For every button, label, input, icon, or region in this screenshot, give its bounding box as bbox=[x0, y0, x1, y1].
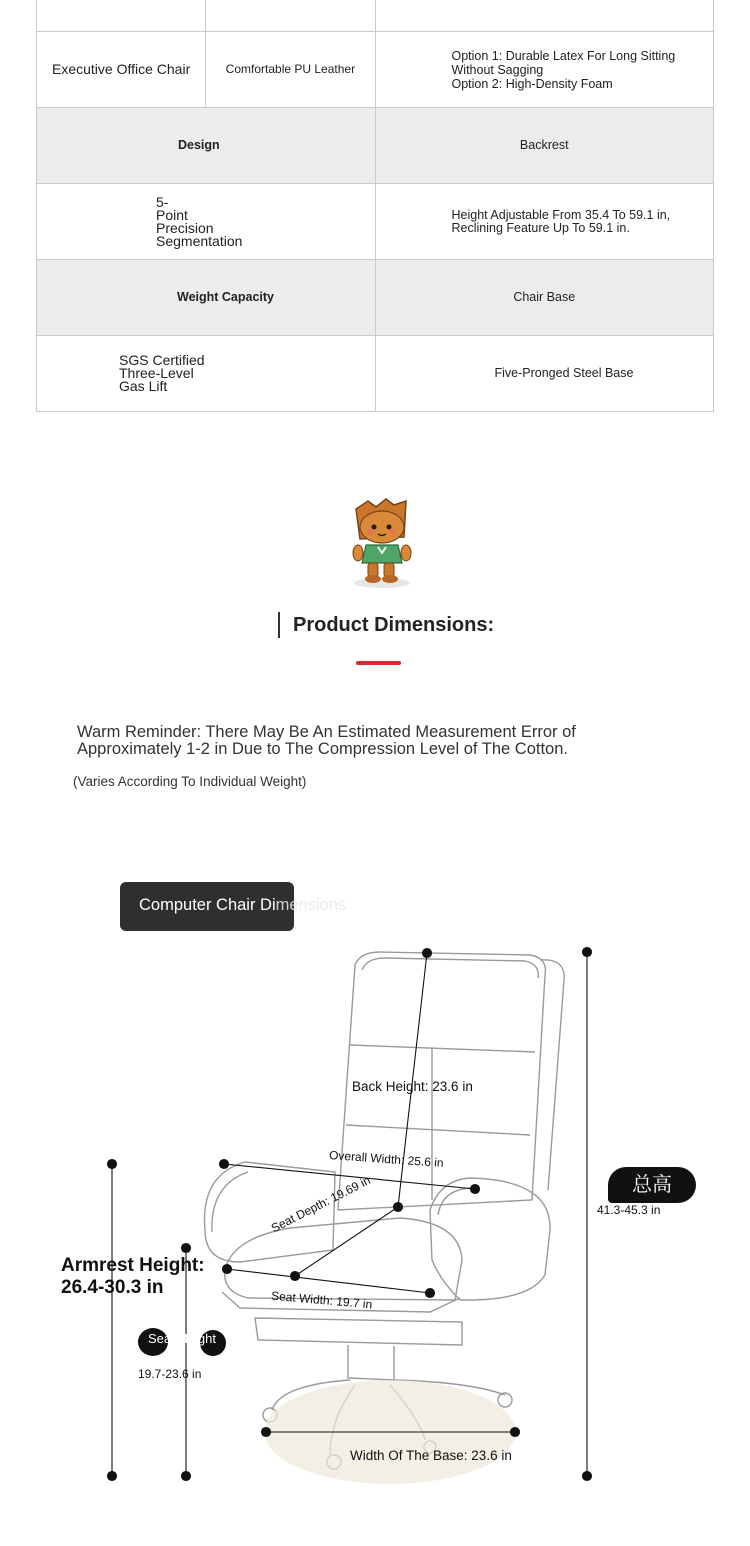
seat-depth-label: Seat Depth: 19.69 in bbox=[268, 1173, 373, 1236]
tab-label-main: Computer Chair Di bbox=[139, 896, 276, 914]
table-cell: Design bbox=[37, 108, 376, 184]
back-height-label: Back Height: 23.6 in bbox=[352, 1079, 473, 1094]
weight-note: (Varies According To Individual Weight) bbox=[73, 774, 307, 789]
table-row bbox=[37, 260, 714, 336]
dimensions-tab-label bbox=[139, 896, 346, 915]
total-height-badge: 总高 bbox=[608, 1167, 696, 1203]
table-cell: 5-Point Precision Segmentation bbox=[37, 184, 376, 260]
mascot-illustration bbox=[346, 497, 416, 589]
table-cell: Five-Pronged Steel Base bbox=[375, 336, 714, 412]
seat-height-label: Seat Height bbox=[148, 1331, 216, 1346]
table-cell: Weight Capacity bbox=[37, 260, 376, 336]
title-underline bbox=[356, 661, 401, 665]
spec-table bbox=[36, 0, 714, 412]
base-width-label: Width Of The Base: 23.6 in bbox=[350, 1448, 512, 1463]
warm-reminder: Warm Reminder: There May Be An Estimated Measurement Error of Approximately 1-2 in Due to The Compression Level of The Cotton. bbox=[77, 723, 576, 758]
table-row-header bbox=[37, 0, 714, 32]
section-title-text: Product Dimensions: bbox=[293, 614, 495, 636]
seat-width-label: Seat Width: 19.7 in bbox=[270, 1288, 373, 1312]
table-row bbox=[37, 32, 714, 108]
table-cell: SGS Certified Three-Level Gas Lift bbox=[37, 336, 376, 412]
overall-width-label: Overall Width: 25.6 in bbox=[328, 1148, 445, 1170]
table-cell: Executive Office Chair bbox=[37, 32, 206, 108]
seat-height-value: 19.7-23.6 in bbox=[138, 1367, 202, 1381]
armrest-height-label: Armrest Height: bbox=[61, 1255, 205, 1276]
chair-diagram bbox=[0, 940, 750, 1500]
table-cell: Backrest bbox=[375, 108, 714, 184]
total-height-value: 41.3-45.3 in bbox=[597, 1203, 661, 1217]
table-cell: Option 1: Durable Latex For Long Sitting Without Sagging Option 2: High-Density Foam bbox=[375, 32, 714, 108]
armrest-height bbox=[61, 1257, 205, 1296]
table-cell: Comfortable PU Leather bbox=[206, 32, 375, 108]
table-cell: Chair Base bbox=[375, 260, 714, 336]
title-bar bbox=[278, 612, 280, 638]
table-row bbox=[37, 108, 714, 184]
table-cell: Height Adjustable From 35.4 To 59.1 in, Reclining Feature Up To 59.1 in. bbox=[375, 184, 714, 260]
armrest-height-value: 26.4-30.3 in bbox=[61, 1277, 164, 1298]
tab-label-faded: mensions bbox=[275, 896, 347, 914]
table-row bbox=[37, 336, 714, 412]
seat-height-badge bbox=[138, 1328, 226, 1356]
table-row bbox=[37, 184, 714, 260]
